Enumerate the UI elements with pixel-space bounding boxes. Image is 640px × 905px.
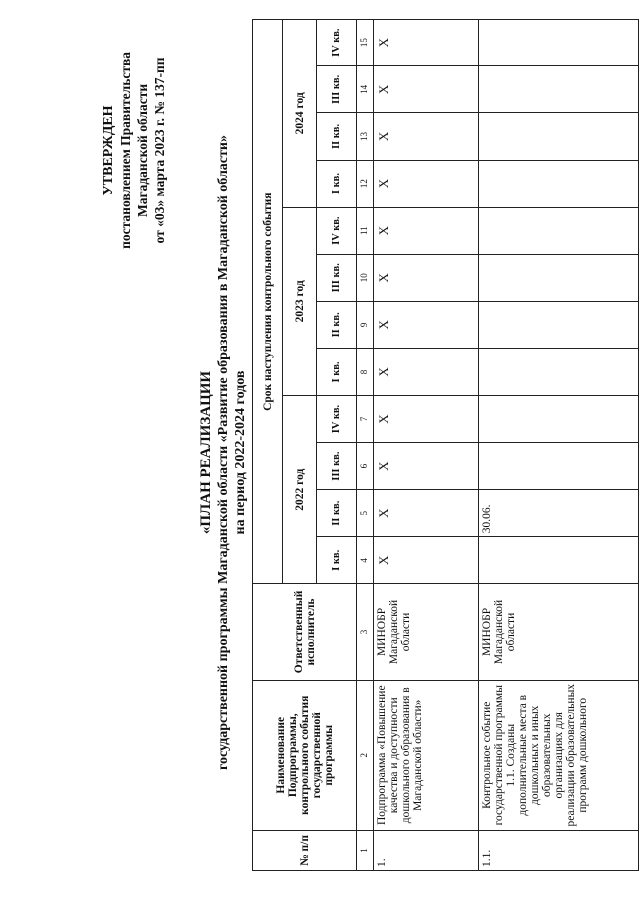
row-mark [479,395,639,442]
row-num: 1. [374,830,479,870]
index-cell: 13 [357,113,374,160]
approval-line-2: постановлением Правительства [118,52,133,249]
title-line-2: государственной программы Магаданской области «Развитие образования в Магаданской области» [216,135,231,770]
header-quarter: III кв. [317,443,357,490]
index-cell: 5 [357,490,374,537]
row-mark: X [374,348,479,395]
row-mark: X [374,66,479,113]
row-executor: МИНОБР Магаданской области [374,584,479,680]
header-name: Наименование Подпрограммы, контрольного события государственной программы [253,680,357,830]
header-quarter: II кв. [317,301,357,348]
header-year-2024: 2024 год [283,20,317,208]
header-quarter: I кв. [317,160,357,207]
row-mark: X [374,301,479,348]
index-cell: 8 [357,348,374,395]
header-deadline: Срок наступления контрольного события [253,20,283,584]
header-quarter: II кв. [317,490,357,537]
row-name: Контрольное событие государственной программы 1.1. Созданы дополнительные места в дошкольных и иных образовательных организациях для реализации образовательных программ дошкольного [479,680,639,830]
row-num: 1.1. [479,830,639,870]
index-cell: 12 [357,160,374,207]
row-mark: X [374,254,479,301]
row-mark [479,20,639,66]
approval-line-4: от «03» марта 2023 г. № 137-пп [152,57,167,244]
index-cell: 3 [357,584,374,680]
header-quarter: IV кв. [317,20,357,66]
index-cell: 10 [357,254,374,301]
header-quarter: II кв. [317,113,357,160]
row-mark [479,443,639,490]
title-line-3: на период 2022-2024 годов [233,370,248,535]
row-mark [479,254,639,301]
row-mark: X [374,20,479,66]
index-cell: 4 [357,537,374,584]
row-mark [479,537,639,584]
plan-table [252,19,639,871]
row-mark: X [374,395,479,442]
index-cell: 11 [357,207,374,254]
header-quarter: IV кв. [317,395,357,442]
row-mark: X [374,490,479,537]
row-mark [479,207,639,254]
row-mark: X [374,443,479,490]
header-executor: Ответственный исполнитель [253,584,357,680]
row-mark: X [374,537,479,584]
table-row [374,20,479,871]
column-index-row [357,20,374,871]
index-cell: 2 [357,680,374,830]
index-cell: 9 [357,301,374,348]
document-title [198,0,249,905]
header-num: № п/п [253,830,357,870]
header-year-2023: 2023 год [283,207,317,395]
index-cell: 6 [357,443,374,490]
table-row [479,20,639,871]
approval-heading: УТВЕРЖДЕН [101,105,116,196]
header-quarter: I кв. [317,537,357,584]
row-mark [479,348,639,395]
header-year-2022: 2022 год [283,395,317,583]
index-cell: 7 [357,395,374,442]
header-quarter: III кв. [317,66,357,113]
row-mark: X [374,113,479,160]
title-line-1: «ПЛАН РЕАЛИЗАЦИИ [198,370,214,535]
row-mark: 30.06. [479,490,639,537]
row-mark [479,113,639,160]
index-cell: 14 [357,66,374,113]
header-quarter: I кв. [317,348,357,395]
row-executor: МИНОБР Магаданской области [479,584,639,680]
row-mark: X [374,160,479,207]
header-quarter: III кв. [317,254,357,301]
row-mark [479,160,639,207]
row-mark [479,301,639,348]
row-mark [479,66,639,113]
header-quarter: IV кв. [317,207,357,254]
approval-stamp [100,52,168,249]
row-mark: X [374,207,479,254]
row-name: Подпрограмма «Повышение качества и доступности дошкольного образования в Магаданской области» [374,680,479,830]
index-cell: 15 [357,20,374,66]
index-cell: 1 [357,830,374,870]
approval-line-3: Магаданской области [135,83,150,218]
